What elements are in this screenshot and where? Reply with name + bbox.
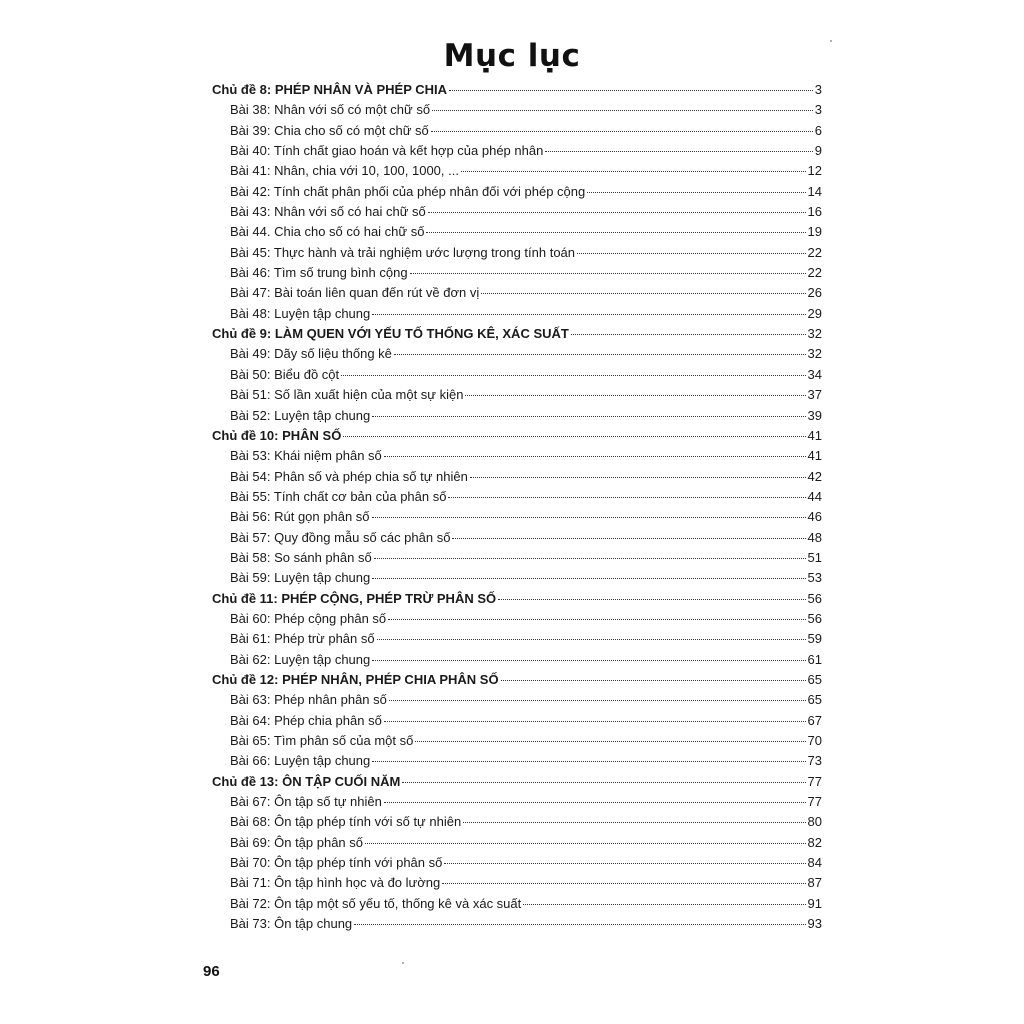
- lesson-title: Tính chất giao hoán và kết hợp của phép nhân: [273, 143, 544, 159]
- lesson-number: Bài 41:: [230, 163, 271, 179]
- toc-page-number: 51: [807, 549, 822, 565]
- toc-lesson-row: [212, 121, 822, 141]
- lesson-number: Bài 55:: [230, 488, 271, 504]
- lesson-title: Nhân với số có một chữ số: [274, 102, 431, 118]
- toc-entry-label: [230, 873, 440, 893]
- toc-entry-label: [230, 650, 370, 670]
- toc-entry-label: [230, 609, 386, 629]
- lesson-number: Bài 40:: [230, 143, 271, 159]
- toc-page-number: 42: [807, 468, 822, 484]
- lesson-title: Ôn tập phân số: [274, 834, 364, 850]
- lesson-title: Tính chất phân phối của phép nhân đối với phép cộng: [273, 183, 586, 199]
- toc-page-number: 82: [807, 834, 822, 850]
- toc-topic-row: [212, 324, 822, 344]
- toc-page-number: 65: [807, 692, 822, 708]
- lesson-title: Rút gọn phân số: [274, 509, 370, 525]
- lesson-title: Chia cho số có hai chữ số: [274, 224, 425, 240]
- toc-entry-label: [230, 690, 387, 710]
- toc-topic-row: [212, 589, 822, 609]
- toc-entry-label: [230, 894, 521, 914]
- toc-entry-label: [230, 283, 479, 303]
- toc-entry-label: [212, 670, 499, 690]
- dot-leader: [372, 578, 805, 579]
- lesson-title: Phép trừ phân số: [274, 631, 375, 647]
- dot-leader: [545, 151, 812, 152]
- toc-lesson-row: [212, 406, 822, 426]
- dot-leader: [426, 232, 805, 233]
- toc-lesson-row: [212, 650, 822, 670]
- lesson-number: Bài 42:: [230, 183, 271, 199]
- lesson-title: Nhân, chia với 10, 100, 1000, ...: [274, 163, 459, 179]
- toc-lesson-row: [212, 629, 822, 649]
- toc-lesson-row: [212, 243, 822, 263]
- paper-speck: [402, 962, 404, 964]
- dot-leader: [432, 110, 813, 111]
- lesson-title: Quy đồng mẫu số các phân số: [274, 529, 451, 545]
- lesson-number: Bài 73:: [230, 916, 271, 932]
- dot-leader: [587, 192, 805, 193]
- dot-leader: [523, 904, 805, 905]
- lesson-number: Bài 49:: [230, 346, 271, 362]
- toc-lesson-row: [212, 385, 822, 405]
- lesson-number: Bài 61:: [230, 631, 271, 647]
- toc-lesson-row: [212, 161, 822, 181]
- lesson-title: Nhân với số có hai chữ số: [274, 204, 426, 220]
- lesson-number: Bài 44.: [230, 224, 271, 240]
- lesson-number: Bài 46:: [230, 265, 271, 281]
- lesson-number: Bài 69:: [230, 834, 271, 850]
- dot-leader: [354, 924, 805, 925]
- lesson-title: Luyện tập chung: [274, 651, 371, 667]
- paper-speck: [830, 40, 832, 42]
- toc-page-number: 77: [807, 773, 822, 789]
- toc-page-number: 46: [807, 509, 822, 525]
- toc-lesson-row: [212, 263, 822, 283]
- toc-entry-label: [230, 507, 370, 527]
- dot-leader: [463, 822, 805, 823]
- topic-number: Chủ đề 9:: [212, 326, 272, 342]
- dot-leader: [377, 639, 806, 640]
- toc-entry-label: [230, 833, 363, 853]
- lesson-number: Bài 65:: [230, 733, 271, 748]
- lesson-title: Phân số và phép chia số tự nhiên: [274, 468, 468, 484]
- toc-entry-label: [230, 263, 408, 283]
- dot-leader: [461, 171, 806, 172]
- lesson-number: Bài 66:: [230, 753, 271, 769]
- toc-lesson-row: [212, 467, 822, 487]
- toc-lesson-row: [212, 365, 822, 385]
- dot-leader: [388, 619, 805, 620]
- toc-topic-row: [212, 772, 822, 792]
- lesson-number: Bài 53:: [230, 448, 271, 464]
- toc-page-number: 19: [807, 224, 822, 240]
- toc-lesson-row: [212, 731, 822, 751]
- toc-page-number: 77: [807, 794, 822, 810]
- lesson-title: Dãy số liệu thống kê: [274, 346, 392, 362]
- dot-leader: [448, 497, 805, 498]
- toc-lesson-row: [212, 873, 822, 893]
- dot-leader: [343, 436, 805, 437]
- toc-entry-label: [230, 812, 461, 832]
- lesson-title: Luyện tập chung: [274, 407, 371, 423]
- dot-leader: [372, 314, 805, 315]
- dot-leader: [481, 293, 805, 294]
- dot-leader: [444, 863, 805, 864]
- toc-page-number: 14: [807, 183, 822, 199]
- toc-entry-label: [212, 589, 496, 609]
- topic-title: PHÉP NHÂN, PHÉP CHIA PHÂN SỐ: [282, 671, 499, 687]
- toc-lesson-row: [212, 182, 822, 202]
- toc-lesson-row: [212, 792, 822, 812]
- toc-page-number: 16: [807, 204, 822, 220]
- lesson-number: Bài 64:: [230, 712, 271, 728]
- toc-page-number: 93: [807, 916, 822, 932]
- toc-page-number: 32: [807, 326, 822, 342]
- dot-leader: [384, 721, 806, 722]
- toc-page-number: 41: [807, 427, 822, 443]
- lesson-title: Luyện tập chung: [274, 570, 371, 586]
- toc-lesson-row: [212, 141, 822, 161]
- toc-lesson-row: [212, 528, 822, 548]
- toc-lesson-row: [212, 751, 822, 771]
- toc-lesson-row: [212, 202, 822, 222]
- toc-entry-label: [230, 711, 382, 731]
- table-of-contents: [212, 80, 822, 934]
- toc-lesson-row: [212, 894, 822, 914]
- dot-leader: [389, 700, 806, 701]
- page-title: Mục lục: [443, 38, 581, 74]
- lesson-title: Chia cho số có một chữ số: [274, 122, 429, 138]
- topic-title: PHÉP NHÂN VÀ PHÉP CHIA: [274, 82, 448, 97]
- lesson-title: Khái niệm phân số: [274, 448, 382, 464]
- topic-number: Chủ đề 12:: [212, 671, 279, 687]
- dot-leader: [372, 660, 805, 661]
- toc-entry-label: [230, 528, 450, 548]
- lesson-title: Phép cộng phân số: [274, 610, 387, 626]
- lesson-number: Bài 45:: [230, 244, 271, 260]
- dot-leader: [442, 883, 805, 884]
- toc-entry-label: [230, 487, 446, 507]
- toc-page-number: 80: [807, 814, 822, 830]
- toc-lesson-row: [212, 222, 822, 242]
- lesson-number: Bài 39:: [230, 122, 271, 138]
- dot-leader: [372, 517, 806, 518]
- toc-page-number: 32: [807, 346, 822, 362]
- lesson-title: Phép nhân phân số: [274, 692, 387, 708]
- topic-number: Chủ đề 8:: [212, 82, 272, 97]
- toc-lesson-row: [212, 487, 822, 507]
- toc-topic-row: [212, 426, 822, 446]
- toc-page-number: 56: [807, 610, 822, 626]
- toc-lesson-row: [212, 690, 822, 710]
- toc-entry-label: [230, 365, 339, 385]
- dot-leader: [384, 802, 806, 803]
- toc-page-number: 22: [807, 265, 822, 281]
- toc-entry-label: [230, 100, 430, 120]
- lesson-number: Bài 70:: [230, 855, 271, 871]
- toc-entry-label: [230, 568, 370, 588]
- toc-entry-label: [230, 792, 382, 812]
- dot-leader: [415, 741, 805, 742]
- dot-leader: [449, 90, 813, 91]
- toc-lesson-row: [212, 711, 822, 731]
- toc-lesson-row: [212, 548, 822, 568]
- toc-page-number: 56: [807, 590, 822, 606]
- toc-page-number: 44: [807, 488, 822, 504]
- toc-entry-label: [230, 121, 429, 141]
- lesson-number: Bài 47:: [230, 285, 271, 301]
- toc-page-number: 70: [807, 733, 822, 748]
- toc-page-number: 91: [807, 895, 822, 911]
- lesson-number: Bài 59:: [230, 570, 271, 586]
- topic-title: ÔN TẬP CUỐI NĂM: [282, 773, 401, 789]
- lesson-number: Bài 68:: [230, 814, 271, 830]
- lesson-number: Bài 62:: [230, 651, 271, 667]
- toc-lesson-row: [212, 446, 822, 466]
- topic-number: Chủ đề 13:: [212, 773, 279, 789]
- lesson-title: Ôn tập phép tính với phân số: [274, 855, 443, 871]
- dot-leader: [394, 354, 806, 355]
- toc-page-number: 3: [814, 102, 822, 118]
- lesson-title: Bài toán liên quan đến rút về đơn vị: [274, 285, 480, 301]
- toc-page-number: 29: [807, 305, 822, 321]
- toc-entry-label: [230, 304, 370, 324]
- dot-leader: [577, 253, 806, 254]
- dot-leader: [465, 395, 805, 396]
- toc-page-number: 3: [814, 82, 822, 97]
- toc-page-number: 84: [807, 855, 822, 871]
- toc-lesson-row: [212, 507, 822, 527]
- toc-entry-label: [230, 853, 442, 873]
- dot-leader: [374, 558, 806, 559]
- toc-page-number: 37: [807, 387, 822, 403]
- lesson-number: Bài 71:: [230, 875, 271, 891]
- dot-leader: [402, 782, 805, 783]
- toc-lesson-row: [212, 833, 822, 853]
- lesson-title: Ôn tập số tự nhiên: [274, 794, 382, 810]
- lesson-number: Bài 48:: [230, 305, 271, 321]
- lesson-number: Bài 60:: [230, 610, 271, 626]
- dot-leader: [365, 843, 806, 844]
- lesson-title: So sánh phân số: [274, 549, 372, 565]
- dot-leader: [372, 416, 805, 417]
- lesson-title: Tìm phân số của một số: [273, 733, 414, 748]
- toc-lesson-row: [212, 304, 822, 324]
- lesson-number: Bài 50:: [230, 366, 271, 382]
- toc-entry-label: [230, 731, 413, 751]
- toc-page-number: 73: [807, 753, 822, 769]
- toc-page-number: 34: [807, 366, 822, 382]
- toc-page-number: 61: [807, 651, 822, 667]
- toc-topic-row: [212, 80, 822, 100]
- toc-page-number: 41: [807, 448, 822, 464]
- toc-entry-label: [212, 324, 569, 344]
- lesson-title: Luyện tập chung: [274, 753, 371, 769]
- toc-lesson-row: [212, 344, 822, 364]
- dot-leader: [384, 456, 806, 457]
- toc-page-number: 6: [814, 122, 822, 138]
- lesson-number: Bài 67:: [230, 794, 271, 810]
- dot-leader: [341, 375, 805, 376]
- toc-entry-label: [230, 751, 370, 771]
- lesson-number: Bài 38:: [230, 102, 271, 118]
- lesson-title: Ôn tập hình học và đo lường: [274, 875, 441, 891]
- toc-entry-label: [230, 161, 459, 181]
- lesson-title: Biểu đồ cột: [274, 366, 340, 382]
- toc-entry-label: [212, 80, 447, 100]
- lesson-title: Tính chất cơ bản của phân số: [273, 488, 447, 504]
- toc-entry-label: [212, 426, 341, 446]
- toc-entry-label: [212, 772, 400, 792]
- toc-entry-label: [230, 385, 463, 405]
- toc-page-number: 9: [814, 143, 822, 159]
- toc-entry-label: [230, 222, 424, 242]
- toc-entry-label: [230, 243, 575, 263]
- toc-entry-label: [230, 446, 382, 466]
- toc-lesson-row: [212, 812, 822, 832]
- lesson-number: Bài 51:: [230, 387, 271, 403]
- toc-topic-row: [212, 670, 822, 690]
- lesson-title: Tìm số trung bình cộng: [273, 265, 408, 281]
- toc-lesson-row: [212, 914, 822, 934]
- lesson-number: Bài 72:: [230, 895, 271, 911]
- lesson-number: Bài 56:: [230, 509, 271, 525]
- lesson-title: Số lần xuất hiện của một sự kiện: [274, 387, 464, 403]
- toc-entry-label: [230, 629, 375, 649]
- dot-leader: [410, 273, 806, 274]
- lesson-title: Luyện tập chung: [274, 305, 371, 321]
- lesson-title: Thực hành và trải nghiệm ước lượng trong tính toán: [273, 244, 576, 260]
- toc-page-number: 12: [807, 163, 822, 179]
- toc-entry-label: [230, 182, 585, 202]
- topic-number: Chủ đề 10:: [212, 427, 279, 443]
- topic-title: PHÂN SỐ: [282, 427, 342, 443]
- toc-page-number: 22: [807, 244, 822, 260]
- dot-leader: [470, 477, 806, 478]
- toc-entry-label: [230, 202, 426, 222]
- toc-entry-label: [230, 548, 372, 568]
- toc-page-number: 87: [807, 875, 822, 891]
- lesson-number: Bài 57:: [230, 529, 271, 545]
- toc-page-number: 26: [807, 285, 822, 301]
- lesson-number: Bài 63:: [230, 692, 271, 708]
- toc-entry-label: [230, 141, 543, 161]
- toc-page-number: 53: [807, 570, 822, 586]
- toc-page-number: 39: [807, 407, 822, 423]
- dot-leader: [571, 334, 806, 335]
- dot-leader: [431, 131, 813, 132]
- toc-entry-label: [230, 467, 468, 487]
- toc-lesson-row: [212, 100, 822, 120]
- toc-lesson-row: [212, 609, 822, 629]
- lesson-number: Bài 58:: [230, 549, 271, 565]
- lesson-title: Ôn tập chung: [274, 916, 353, 932]
- lesson-title: Ôn tập phép tính với số tự nhiên: [274, 814, 462, 830]
- dot-leader: [501, 680, 806, 681]
- lesson-number: Bài 52:: [230, 407, 271, 423]
- toc-lesson-row: [212, 283, 822, 303]
- dot-leader: [428, 212, 806, 213]
- toc-lesson-row: [212, 853, 822, 873]
- toc-entry-label: [230, 344, 392, 364]
- toc-page-number: 67: [807, 712, 822, 728]
- topic-number: Chủ đề 11:: [212, 590, 278, 606]
- lesson-number: Bài 43:: [230, 204, 271, 220]
- toc-entry-label: [230, 406, 370, 426]
- toc-page-number: 48: [807, 529, 822, 545]
- toc-page-number: 59: [807, 631, 822, 647]
- toc-lesson-row: [212, 568, 822, 588]
- dot-leader: [498, 599, 805, 600]
- dot-leader: [372, 761, 805, 762]
- lesson-title: Phép chia phân số: [274, 712, 382, 728]
- toc-entry-label: [230, 914, 352, 934]
- topic-title: LÀM QUEN VỚI YẾU TỐ THỐNG KÊ, XÁC SUẤT: [274, 326, 569, 342]
- topic-title: PHÉP CỘNG, PHÉP TRỪ PHÂN SỐ: [281, 590, 497, 606]
- lesson-number: Bài 54:: [230, 468, 271, 484]
- page-number: 96: [203, 963, 220, 980]
- dot-leader: [452, 538, 805, 539]
- lesson-title: Ôn tập một số yếu tố, thống kê và xác suất: [274, 895, 522, 911]
- toc-page-number: 65: [807, 671, 822, 687]
